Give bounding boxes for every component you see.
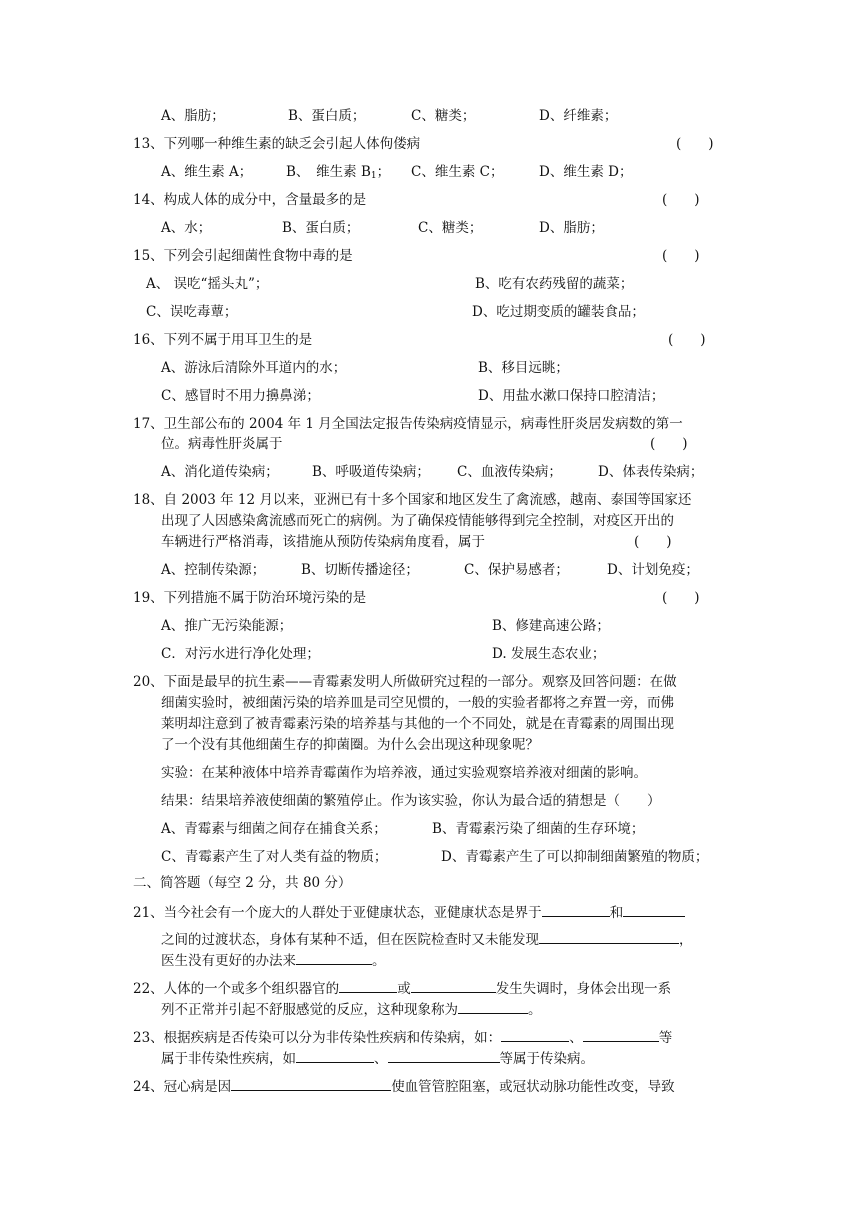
q13-option-a: A、维生素 A； xyxy=(161,164,253,180)
q19-option-b: B、修建高速公路； xyxy=(492,618,610,634)
q21-line3: 医生没有更好的办法来 。 xyxy=(161,949,386,971)
q14-stem: 14、构成人体的成分中，含量最多的是 xyxy=(133,192,367,208)
q19-answer-paren: ( ) xyxy=(662,590,700,606)
q15-answer-paren: ( ) xyxy=(662,248,700,264)
q21-line1: 21、当今社会有一个庞大的人群处于亚健康状态，亚健康状态是界于 和 xyxy=(133,901,685,923)
q20-option-d: D、青霉素产生了可以抑制细菌繁殖的物质； xyxy=(441,849,709,865)
q18-option-b: B、切断传播途径； xyxy=(301,562,419,578)
q20-stem-line3: 莱明却注意到了被青霉素污染的培养基与其他的一个不同处，就是在青霉素的周围出现 xyxy=(161,716,674,732)
q22-line1: 22、人体的一个或多个组织器官的 或 发生失调时，身体会出现一系 xyxy=(133,977,671,999)
q18-option-c: C、保护易感者； xyxy=(464,562,569,578)
q17-answer-paren: ( ) xyxy=(650,436,688,452)
q13-answer-paren: ( ) xyxy=(676,136,714,152)
q14-answer-paren: ( ) xyxy=(662,192,700,208)
q18-option-a: A、控制传染源； xyxy=(161,562,266,578)
answer-blank[interactable] xyxy=(583,1026,659,1042)
q16-stem: 16、下列不属于用耳卫生的是 xyxy=(133,332,313,348)
q16-option-c: C、感冒时不用力擤鼻涕； xyxy=(161,388,320,404)
q23-line2: 属于非传染性疾病，如 、 等属于传染病。 xyxy=(161,1047,594,1069)
q19-option-c: C．对污水进行净化处理； xyxy=(161,646,320,662)
q14-option-d: D、脂肪； xyxy=(539,220,604,236)
q13-option-d: D、维生素 D； xyxy=(539,164,633,180)
q20-stem-line4: 了一个没有其他细菌生存的抑菌圈。为什么会出现这种现象呢？ xyxy=(161,737,539,753)
q13-option-c: C、维生素 C； xyxy=(411,164,504,180)
q24-line1: 24、冠心病是因 使血管管腔阻塞，或冠状动脉功能性改变，导致 xyxy=(133,1075,675,1097)
q13-stem: 13、下列哪一种维生素的缺乏会引起人体佝偻病 xyxy=(133,136,421,152)
answer-blank[interactable] xyxy=(542,901,610,917)
q17-stem-line1: 17、卫生部公布的 2004 年 1 月全国法定报告传染病疫情显示，病毒性肝炎居发病数的第一 xyxy=(133,416,683,432)
answer-blank[interactable] xyxy=(623,901,685,917)
q20-experiment: 实验：在某种液体中培养青霉菌作为培养液，通过实验观察培养液对细菌的影响。 xyxy=(161,765,647,781)
answer-blank[interactable] xyxy=(388,1047,500,1063)
q20-option-a: A、青霉素与细菌之间存在捕食关系； xyxy=(161,821,387,837)
q18-stem-line3: 车辆进行严格消毒，该措施从预防传染病角度看，属于 xyxy=(161,534,485,550)
q13-option-b: B、 维生素 $B_1$； xyxy=(286,164,391,181)
q14-option-b: B、蛋白质； xyxy=(282,220,360,236)
q20-option-c: C、青霉素产生了对人类有益的物质； xyxy=(161,849,388,865)
answer-blank[interactable] xyxy=(458,998,528,1014)
q15-option-d: D、吃过期变质的罐装食品； xyxy=(472,304,645,320)
answer-blank[interactable] xyxy=(501,1026,569,1042)
q19-stem: 19、下列措施不属于防治环境污染的是 xyxy=(133,590,367,606)
answer-blank[interactable] xyxy=(296,949,372,965)
q22-line2: 列不正常并引起不舒服感觉的反应，这种现象称为 。 xyxy=(161,998,542,1020)
q19-option-a: A、推广无污染能源； xyxy=(161,618,293,634)
q17-option-c: C、血液传染病； xyxy=(457,464,562,480)
q15-option-c: C、误吃毒蕈； xyxy=(146,304,238,320)
answer-blank[interactable] xyxy=(339,977,397,993)
q21-line2: 之间的过渡状态，身体有某种不适，但在医院检查时又未能发现 ， xyxy=(161,928,693,950)
q16-option-d: D、用盐水漱口保持口腔清洁； xyxy=(478,388,665,404)
q20-stem-line1: 20、下面是最早的抗生素——青霉素发明人所做研究过程的一部分。观察及回答问题：在做 xyxy=(133,674,677,690)
answer-blank[interactable] xyxy=(231,1075,391,1091)
q16-answer-paren: ( ) xyxy=(668,332,706,348)
answer-blank[interactable] xyxy=(411,977,496,993)
answer-blank[interactable] xyxy=(296,1047,374,1063)
answer-blank[interactable] xyxy=(539,928,679,944)
q19-option-d: D. 发展生态农业； xyxy=(492,646,606,662)
q12-option-b: B、蛋白质； xyxy=(288,108,366,124)
q14-option-c: C、糖类； xyxy=(418,220,483,236)
q15-stem: 15、下列会引起细菌性食物中毒的是 xyxy=(133,248,353,264)
q20-result: 结果：结果培养液使细菌的繁殖停止。作为该实验，你认为最合适的猜想是（ ） xyxy=(161,793,661,809)
q17-stem-line2: 位。病毒性肝炎属于 xyxy=(161,436,283,452)
q18-stem-line2: 出现了人因感染禽流感而死亡的病例。为了确保疫情能够得到完全控制，对疫区开出的 xyxy=(161,513,674,529)
q18-stem-line1: 18、自 2003 年 12 月以来，亚洲已有十多个国家和地区发生了禽流感，越南、泰国等国家还 xyxy=(133,492,692,508)
q18-option-d: D、计划免疫； xyxy=(607,562,699,578)
q14-option-a: A、水； xyxy=(161,220,212,236)
q17-option-d: D、体表传染病； xyxy=(598,464,704,480)
q15-option-b: B、吃有农药残留的蔬菜； xyxy=(475,276,634,292)
section-title-short-answer: 二、简答题（每空 2 分，共 80 分） xyxy=(133,875,352,891)
q16-option-b: B、移目远眺； xyxy=(478,360,569,376)
q20-option-b: B、青霉素污染了细菌的生存环境； xyxy=(432,821,645,837)
q18-answer-paren: ( ) xyxy=(634,534,672,550)
q16-option-a: A、游泳后清除外耳道内的水； xyxy=(161,360,347,376)
q17-option-a: A、消化道传染病； xyxy=(161,464,279,480)
q15-option-a: A、 误吃“摇头丸”； xyxy=(146,276,269,292)
q20-stem-line2: 细菌实验时，被细菌污染的培养皿是司空见惯的，一般的实验者都将之弃置一旁，而佛 xyxy=(161,695,674,711)
q12-option-c: C、糖类； xyxy=(411,108,476,124)
q17-option-b: B、呼吸道传染病； xyxy=(312,464,430,480)
q12-option-a: A、脂肪； xyxy=(161,108,225,124)
q12-option-d: D、纤维素； xyxy=(539,108,618,124)
q23-line1: 23、根据疾病是否传染可以分为非传染性疾病和传染病，如： 、 等 xyxy=(133,1026,672,1048)
